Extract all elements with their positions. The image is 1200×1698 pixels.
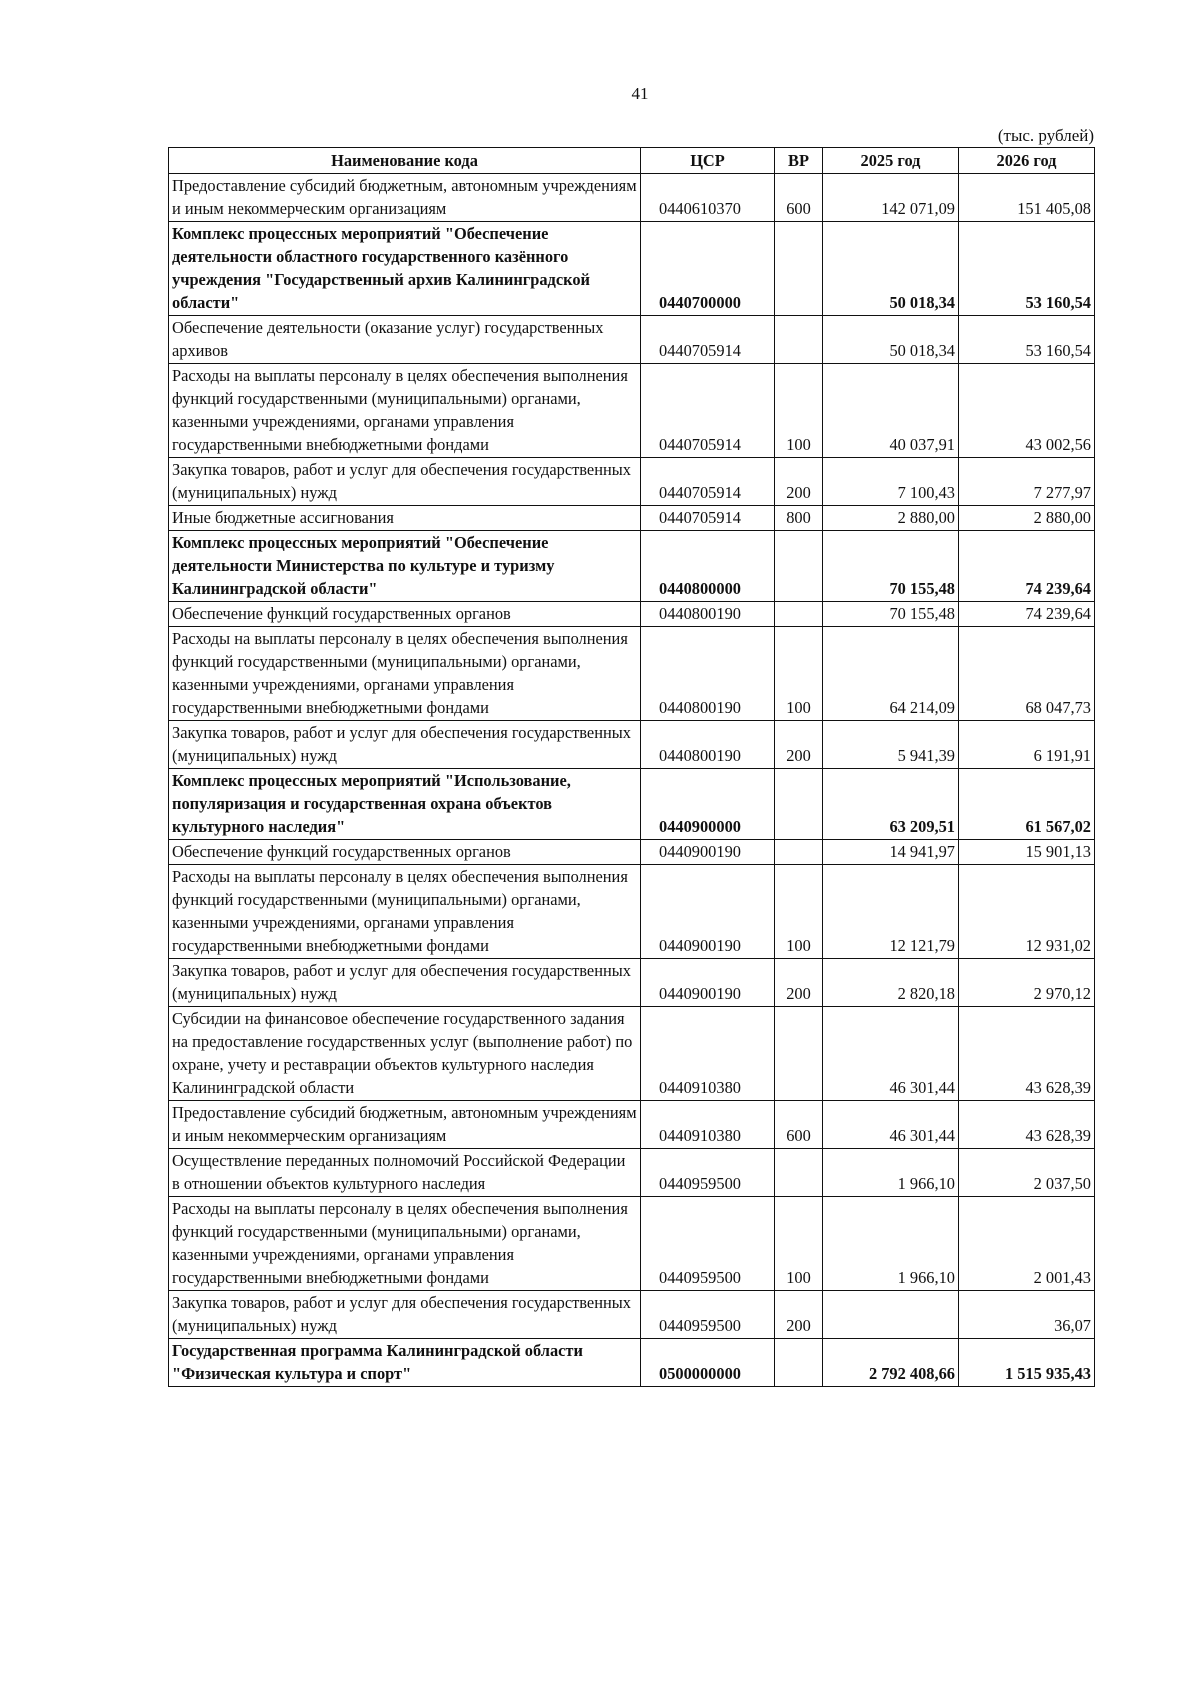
header-name: Наименование кода	[169, 148, 641, 174]
page-number: 41	[631, 84, 649, 103]
table-row	[169, 506, 1095, 531]
row-vr	[775, 1007, 823, 1101]
row-2025: 14 941,97	[823, 840, 959, 865]
row-name: Обеспечение функций государственных органов	[169, 602, 641, 627]
row-2025: 12 121,79	[823, 865, 959, 959]
table-row	[169, 627, 1095, 721]
row-name: Расходы на выплаты персоналу в целях обеспечения выполнения функций государственными (муниципальными) органами, казенными учреждениями, органами управления государственными внебюджетными фондами	[169, 865, 641, 959]
header-csr: ЦСР	[641, 148, 775, 174]
row-2026: 7 277,97	[959, 458, 1095, 506]
row-csr: 0440705914	[641, 506, 775, 531]
row-name: Комплекс процессных мероприятий "Использование, популяризация и государственная охрана объектов культурного наследия"	[169, 769, 641, 840]
row-csr: 0440800190	[641, 627, 775, 721]
row-name: Государственная программа Калининградской области "Физическая культура и спорт"	[169, 1339, 641, 1387]
row-name: Закупка товаров, работ и услуг для обеспечения государственных (муниципальных) нужд	[169, 1291, 641, 1339]
row-vr: 100	[775, 1197, 823, 1291]
row-vr: 600	[775, 1101, 823, 1149]
table-row	[169, 174, 1095, 222]
table-row	[169, 865, 1095, 959]
header-2026: 2026 год	[959, 148, 1095, 174]
row-2025: 40 037,91	[823, 364, 959, 458]
table-row	[169, 1101, 1095, 1149]
row-name: Закупка товаров, работ и услуг для обеспечения государственных (муниципальных) нужд	[169, 458, 641, 506]
row-vr: 600	[775, 174, 823, 222]
row-2025: 5 941,39	[823, 721, 959, 769]
row-name: Закупка товаров, работ и услуг для обеспечения государственных (муниципальных) нужд	[169, 959, 641, 1007]
row-csr: 0440959500	[641, 1197, 775, 1291]
row-2025: 1 966,10	[823, 1197, 959, 1291]
row-2026: 53 160,54	[959, 316, 1095, 364]
row-2026: 2 001,43	[959, 1197, 1095, 1291]
row-2025: 1 966,10	[823, 1149, 959, 1197]
table-row	[169, 721, 1095, 769]
row-2026: 43 002,56	[959, 364, 1095, 458]
row-vr	[775, 769, 823, 840]
table-row	[169, 959, 1095, 1007]
table-row	[169, 1149, 1095, 1197]
table-row	[169, 458, 1095, 506]
header-2025: 2025 год	[823, 148, 959, 174]
row-2025: 50 018,34	[823, 222, 959, 316]
table-row	[169, 1291, 1095, 1339]
row-2025: 64 214,09	[823, 627, 959, 721]
row-name: Расходы на выплаты персоналу в целях обеспечения выполнения функций государственными (муниципальными) органами, казенными учреждениями, органами управления государственными внебюджетными фондами	[169, 364, 641, 458]
row-2026: 36,07	[959, 1291, 1095, 1339]
row-name: Расходы на выплаты персоналу в целях обеспечения выполнения функций государственными (муниципальными) органами, казенными учреждениями, органами управления государственными внебюджетными фондами	[169, 1197, 641, 1291]
row-vr	[775, 602, 823, 627]
row-2025: 2 792 408,66	[823, 1339, 959, 1387]
row-2026: 2 880,00	[959, 506, 1095, 531]
row-2026: 43 628,39	[959, 1101, 1095, 1149]
table-row	[169, 222, 1095, 316]
row-vr	[775, 222, 823, 316]
row-2025	[823, 1291, 959, 1339]
row-csr: 0440800190	[641, 602, 775, 627]
row-name: Комплекс процессных мероприятий "Обеспечение деятельности Министерства по культуре и туризму Калининградской области"	[169, 531, 641, 602]
row-csr: 0440910380	[641, 1007, 775, 1101]
row-csr: 0440900190	[641, 865, 775, 959]
row-name: Иные бюджетные ассигнования	[169, 506, 641, 531]
row-vr: 800	[775, 506, 823, 531]
row-2026: 68 047,73	[959, 627, 1095, 721]
unit-note: (тыс. рублей)	[997, 126, 1094, 145]
row-vr	[775, 531, 823, 602]
row-2026: 2 970,12	[959, 959, 1095, 1007]
budget-table	[168, 147, 1095, 1387]
table-row	[169, 364, 1095, 458]
row-vr: 200	[775, 1291, 823, 1339]
table-row	[169, 531, 1095, 602]
row-2025: 142 071,09	[823, 174, 959, 222]
row-name: Предоставление субсидий бюджетным, автономным учреждениям и иным некоммерческим организациям	[169, 1101, 641, 1149]
table-row	[169, 1197, 1095, 1291]
row-name: Предоставление субсидий бюджетным, автономным учреждениям и иным некоммерческим организациям	[169, 174, 641, 222]
row-csr: 0440959500	[641, 1291, 775, 1339]
row-vr: 200	[775, 458, 823, 506]
row-2025: 7 100,43	[823, 458, 959, 506]
row-name: Обеспечение деятельности (оказание услуг) государственных архивов	[169, 316, 641, 364]
table-body	[169, 174, 1095, 1387]
row-vr	[775, 1339, 823, 1387]
table-row	[169, 1339, 1095, 1387]
row-csr: 0440705914	[641, 364, 775, 458]
row-csr: 0440700000	[641, 222, 775, 316]
row-vr: 100	[775, 865, 823, 959]
row-name: Осуществление переданных полномочий Российской Федерации в отношении объектов культурного наследия	[169, 1149, 641, 1197]
row-2026: 2 037,50	[959, 1149, 1095, 1197]
row-name: Обеспечение функций государственных органов	[169, 840, 641, 865]
row-2025: 2 820,18	[823, 959, 959, 1007]
row-csr: 0440959500	[641, 1149, 775, 1197]
row-csr: 0440900000	[641, 769, 775, 840]
row-vr: 100	[775, 627, 823, 721]
row-csr: 0440800000	[641, 531, 775, 602]
row-2026: 15 901,13	[959, 840, 1095, 865]
row-2025: 70 155,48	[823, 602, 959, 627]
row-vr	[775, 840, 823, 865]
row-2026: 61 567,02	[959, 769, 1095, 840]
row-2026: 53 160,54	[959, 222, 1095, 316]
row-csr: 0440900190	[641, 959, 775, 1007]
row-vr: 200	[775, 959, 823, 1007]
row-csr: 0440910380	[641, 1101, 775, 1149]
row-name: Комплекс процессных мероприятий "Обеспечение деятельности областного государственного казённого учреждения "Государственный архив Калининградской области"	[169, 222, 641, 316]
row-csr: 0440800190	[641, 721, 775, 769]
row-2026: 1 515 935,43	[959, 1339, 1095, 1387]
row-2025: 70 155,48	[823, 531, 959, 602]
row-name: Закупка товаров, работ и услуг для обеспечения государственных (муниципальных) нужд	[169, 721, 641, 769]
table-row	[169, 840, 1095, 865]
header-vr: ВР	[775, 148, 823, 174]
row-vr: 100	[775, 364, 823, 458]
table-row	[169, 316, 1095, 364]
row-2026: 74 239,64	[959, 602, 1095, 627]
row-csr: 0440705914	[641, 458, 775, 506]
row-2026: 43 628,39	[959, 1007, 1095, 1101]
row-csr: 0440705914	[641, 316, 775, 364]
table-row	[169, 1007, 1095, 1101]
row-2025: 46 301,44	[823, 1007, 959, 1101]
table-header-row	[169, 148, 1095, 174]
table-row	[169, 602, 1095, 627]
row-2026: 6 191,91	[959, 721, 1095, 769]
row-vr	[775, 1149, 823, 1197]
row-2025: 50 018,34	[823, 316, 959, 364]
row-csr: 0440610370	[641, 174, 775, 222]
row-2026: 12 931,02	[959, 865, 1095, 959]
table-row	[169, 769, 1095, 840]
row-2025: 2 880,00	[823, 506, 959, 531]
row-csr: 0440900190	[641, 840, 775, 865]
row-name: Расходы на выплаты персоналу в целях обеспечения выполнения функций государственными (муниципальными) органами, казенными учреждениями, органами управления государственными внебюджетными фондами	[169, 627, 641, 721]
row-2026: 74 239,64	[959, 531, 1095, 602]
row-vr: 200	[775, 721, 823, 769]
row-2026: 151 405,08	[959, 174, 1095, 222]
row-vr	[775, 316, 823, 364]
row-name: Субсидии на финансовое обеспечение государственного задания на предоставление государственных услуг (выполнение работ) по охране, учету и реставрации объектов культурного наследия Калининградской области	[169, 1007, 641, 1101]
row-2025: 63 209,51	[823, 769, 959, 840]
row-2025: 46 301,44	[823, 1101, 959, 1149]
row-csr: 0500000000	[641, 1339, 775, 1387]
